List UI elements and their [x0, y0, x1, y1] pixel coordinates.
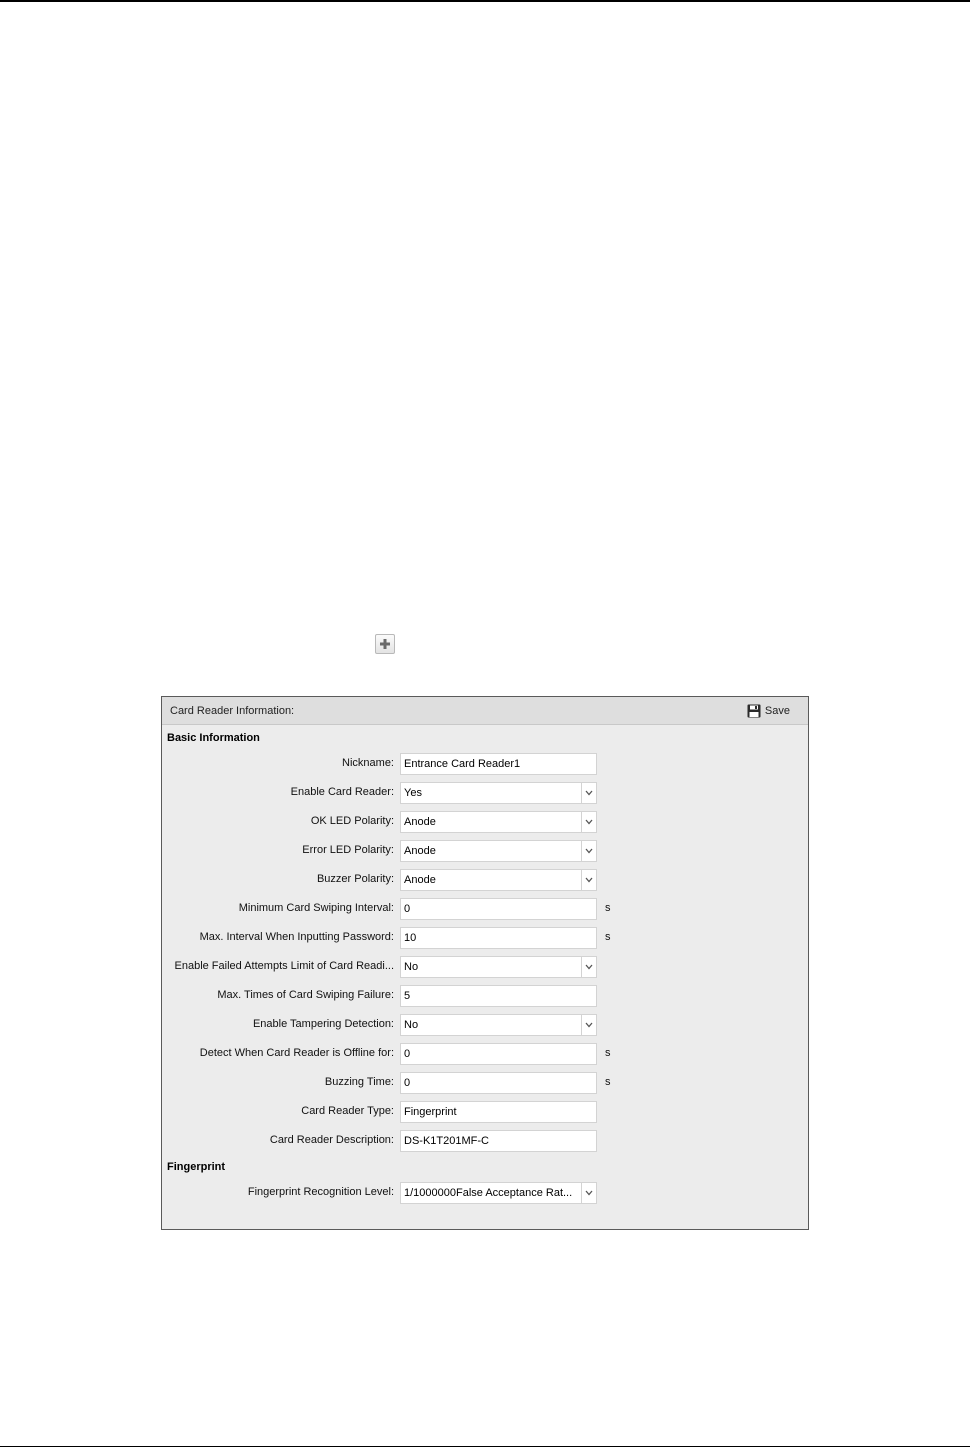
field-label: Card Reader Type: — [301, 1105, 394, 1117]
dropdown-arrow[interactable] — [581, 783, 596, 803]
form-row-enable-card-reader — [162, 782, 808, 804]
enable-card-reader-select[interactable] — [400, 782, 597, 804]
dropdown-arrow[interactable] — [581, 812, 596, 832]
field-label: Card Reader Description: — [269, 1134, 394, 1146]
field-value: 10 — [404, 932, 417, 944]
chevron-down-icon — [585, 1190, 593, 1196]
error-led-polarity-select[interactable] — [400, 840, 597, 862]
save-button-label: Save — [764, 705, 790, 717]
nickname-input[interactable] — [400, 753, 597, 775]
field-value: Anode — [404, 845, 436, 857]
form-row-buzzing-time — [162, 1072, 808, 1094]
field-label: Enable Tampering Detection: — [252, 1018, 394, 1030]
field-value: 0 — [404, 1048, 411, 1060]
section-title-fingerprint: Fingerprint — [167, 1161, 226, 1173]
section-title-basic-information: Basic Information — [167, 732, 260, 744]
form-row-detect-when-card-reader-is-offline-for — [162, 1043, 808, 1065]
buzzing-time-input[interactable] — [400, 1072, 597, 1094]
plus-icon — [376, 635, 394, 653]
ok-led-polarity-select[interactable] — [400, 811, 597, 833]
add-button[interactable] — [375, 634, 395, 654]
unit-label: s — [605, 1047, 611, 1059]
field-label: Fingerprint Recognition Level: — [247, 1186, 394, 1198]
page-top-rule — [0, 0, 970, 2]
unit-label: s — [605, 1076, 611, 1088]
field-label: OK LED Polarity: — [310, 815, 394, 827]
save-button[interactable] — [747, 703, 790, 719]
field-value: Yes — [404, 787, 422, 799]
dropdown-arrow[interactable] — [581, 1015, 596, 1035]
field-value: Entrance Card Reader1 — [404, 758, 521, 770]
dropdown-arrow[interactable] — [581, 1183, 596, 1203]
enable-failed-attempts-limit-of-card-readi-select[interactable] — [400, 956, 597, 978]
form-row-card-reader-type — [162, 1101, 808, 1123]
page-bottom-rule — [0, 1446, 970, 1447]
field-value: Fingerprint — [404, 1106, 457, 1118]
dropdown-arrow[interactable] — [581, 870, 596, 890]
form-row-max-interval-when-inputting-password — [162, 927, 808, 949]
field-label: Enable Card Reader: — [290, 786, 394, 798]
chevron-down-icon — [585, 877, 593, 883]
panel-title: Card Reader Information: — [170, 705, 295, 717]
form-row-max-times-of-card-swiping-failure — [162, 985, 808, 1007]
form-row-card-reader-description — [162, 1130, 808, 1152]
dropdown-arrow[interactable] — [581, 957, 596, 977]
field-value: No — [404, 1019, 419, 1031]
form-row-buzzer-polarity — [162, 869, 808, 891]
field-label: Minimum Card Swiping Interval: — [238, 902, 394, 914]
field-value: DS-K1T201MF-C — [404, 1135, 489, 1147]
field-value: 0 — [404, 1077, 411, 1089]
field-label: Enable Failed Attempts Limit of Card Readi... — [174, 960, 394, 972]
max-times-of-card-swiping-failure-input[interactable] — [400, 985, 597, 1007]
panel-header — [162, 697, 808, 725]
field-label: Max. Times of Card Swiping Failure: — [217, 989, 394, 1001]
chevron-down-icon — [585, 1022, 593, 1028]
field-value: Anode — [404, 816, 436, 828]
fingerprint-recognition-level-select[interactable] — [400, 1182, 597, 1204]
form-row-enable-failed-attempts-limit-of-card-readi — [162, 956, 808, 978]
minimum-card-swiping-interval-input[interactable] — [400, 898, 597, 920]
form-row-ok-led-polarity — [162, 811, 808, 833]
form-row-error-led-polarity — [162, 840, 808, 862]
chevron-down-icon — [585, 964, 593, 970]
form-row-enable-tampering-detection — [162, 1014, 808, 1036]
field-value: Anode — [404, 874, 436, 886]
field-label: Buzzing Time: — [324, 1076, 394, 1088]
field-value: 1/1000000False Acceptance Rat... — [404, 1187, 573, 1199]
card-reader-information-panel — [161, 696, 809, 1230]
detect-when-card-reader-is-offline-for-input[interactable] — [400, 1043, 597, 1065]
form-row-fingerprint-recognition-level — [162, 1182, 808, 1204]
floppy-disk-icon — [747, 704, 761, 718]
unit-label: s — [605, 902, 611, 914]
form-row-nickname — [162, 753, 808, 775]
chevron-down-icon — [585, 790, 593, 796]
field-label: Buzzer Polarity: — [316, 873, 394, 885]
field-label: Error LED Polarity: — [302, 844, 394, 856]
field-label: Max. Interval When Inputting Password: — [199, 931, 394, 943]
max-interval-when-inputting-password-input[interactable] — [400, 927, 597, 949]
field-value: 5 — [404, 990, 411, 1002]
field-value: 0 — [404, 903, 411, 915]
field-value: No — [404, 961, 419, 973]
chevron-down-icon — [585, 848, 593, 854]
form-row-minimum-card-swiping-interval — [162, 898, 808, 920]
enable-tampering-detection-select[interactable] — [400, 1014, 597, 1036]
field-label: Nickname: — [342, 757, 394, 769]
card-reader-type-input[interactable] — [400, 1101, 597, 1123]
buzzer-polarity-select[interactable] — [400, 869, 597, 891]
chevron-down-icon — [585, 819, 593, 825]
card-reader-description-input[interactable] — [400, 1130, 597, 1152]
unit-label: s — [605, 931, 611, 943]
field-label: Detect When Card Reader is Offline for: — [199, 1047, 394, 1059]
dropdown-arrow[interactable] — [581, 841, 596, 861]
